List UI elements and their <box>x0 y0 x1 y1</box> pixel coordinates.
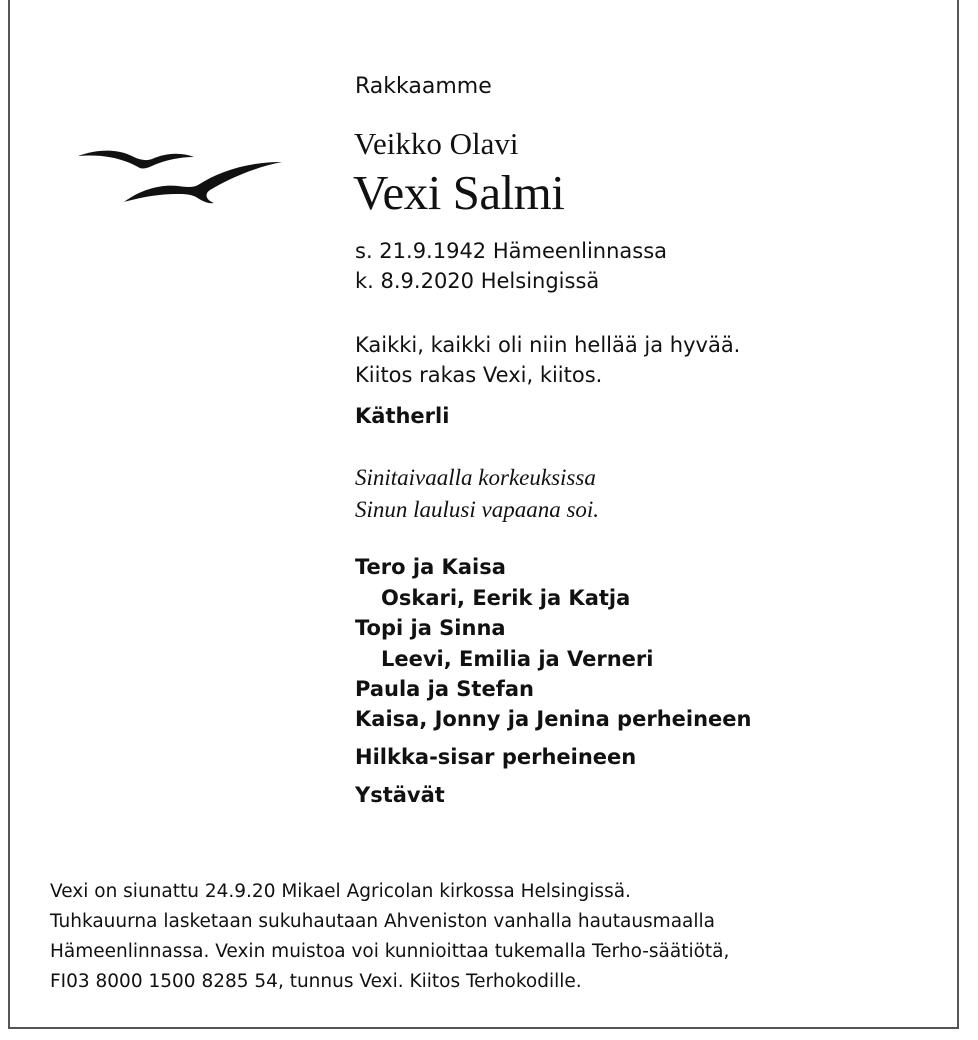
intro-text: Rakkaamme <box>355 74 492 99</box>
footer-line: Vexi on siunattu 24.9.20 Mikael Agricolan kirkossa Helsingissä. <box>50 881 631 902</box>
deceased-first-names: Veikko Olavi <box>354 126 519 161</box>
mourner-line: Hilkka-sisar perheineen <box>355 745 637 769</box>
deceased-name: Vexi Salmi <box>353 165 565 220</box>
mourner-line: Topi ja Sinna <box>355 616 506 640</box>
mourner-line: Kaisa, Jonny ja Jenina perheineen <box>355 707 752 731</box>
message-line: Kiitos rakas Vexi, kiitos. <box>355 363 603 387</box>
birth-line: s. 21.9.1942 Hämeenlinnassa <box>355 239 668 263</box>
mourner-line: Paula ja Stefan <box>355 677 534 701</box>
footer-line: Tuhkauurna lasketaan sukuhautaan Ahveniston vanhalla hautausmaalla <box>50 911 715 932</box>
death-line: k. 8.9.2020 Helsingissä <box>355 269 600 293</box>
flying-birds-icon <box>78 146 284 208</box>
footer-line: FI03 8000 1500 8285 54, tunnus Vexi. Kiitos Terhokodille. <box>50 971 582 992</box>
mourner-line: Oskari, Eerik ja Katja <box>381 586 631 610</box>
mourner-line: Leevi, Emilia ja Verneri <box>381 647 654 671</box>
verse-line: Sinitaivaalla korkeuksissa <box>355 465 596 490</box>
message-line: Kaikki, kaikki oli niin hellää ja hyvää. <box>355 333 741 357</box>
message-signer: Kätherli <box>355 404 450 428</box>
footer-line: Hämeenlinnassa. Vexin muistoa voi kunnioittaa tukemalla Terho-säätiötä, <box>50 941 730 962</box>
mourner-line: Ystävät <box>355 783 445 807</box>
verse-line: Sinun laulusi vapaana soi. <box>355 497 600 522</box>
mourner-line: Tero ja Kaisa <box>355 555 506 579</box>
